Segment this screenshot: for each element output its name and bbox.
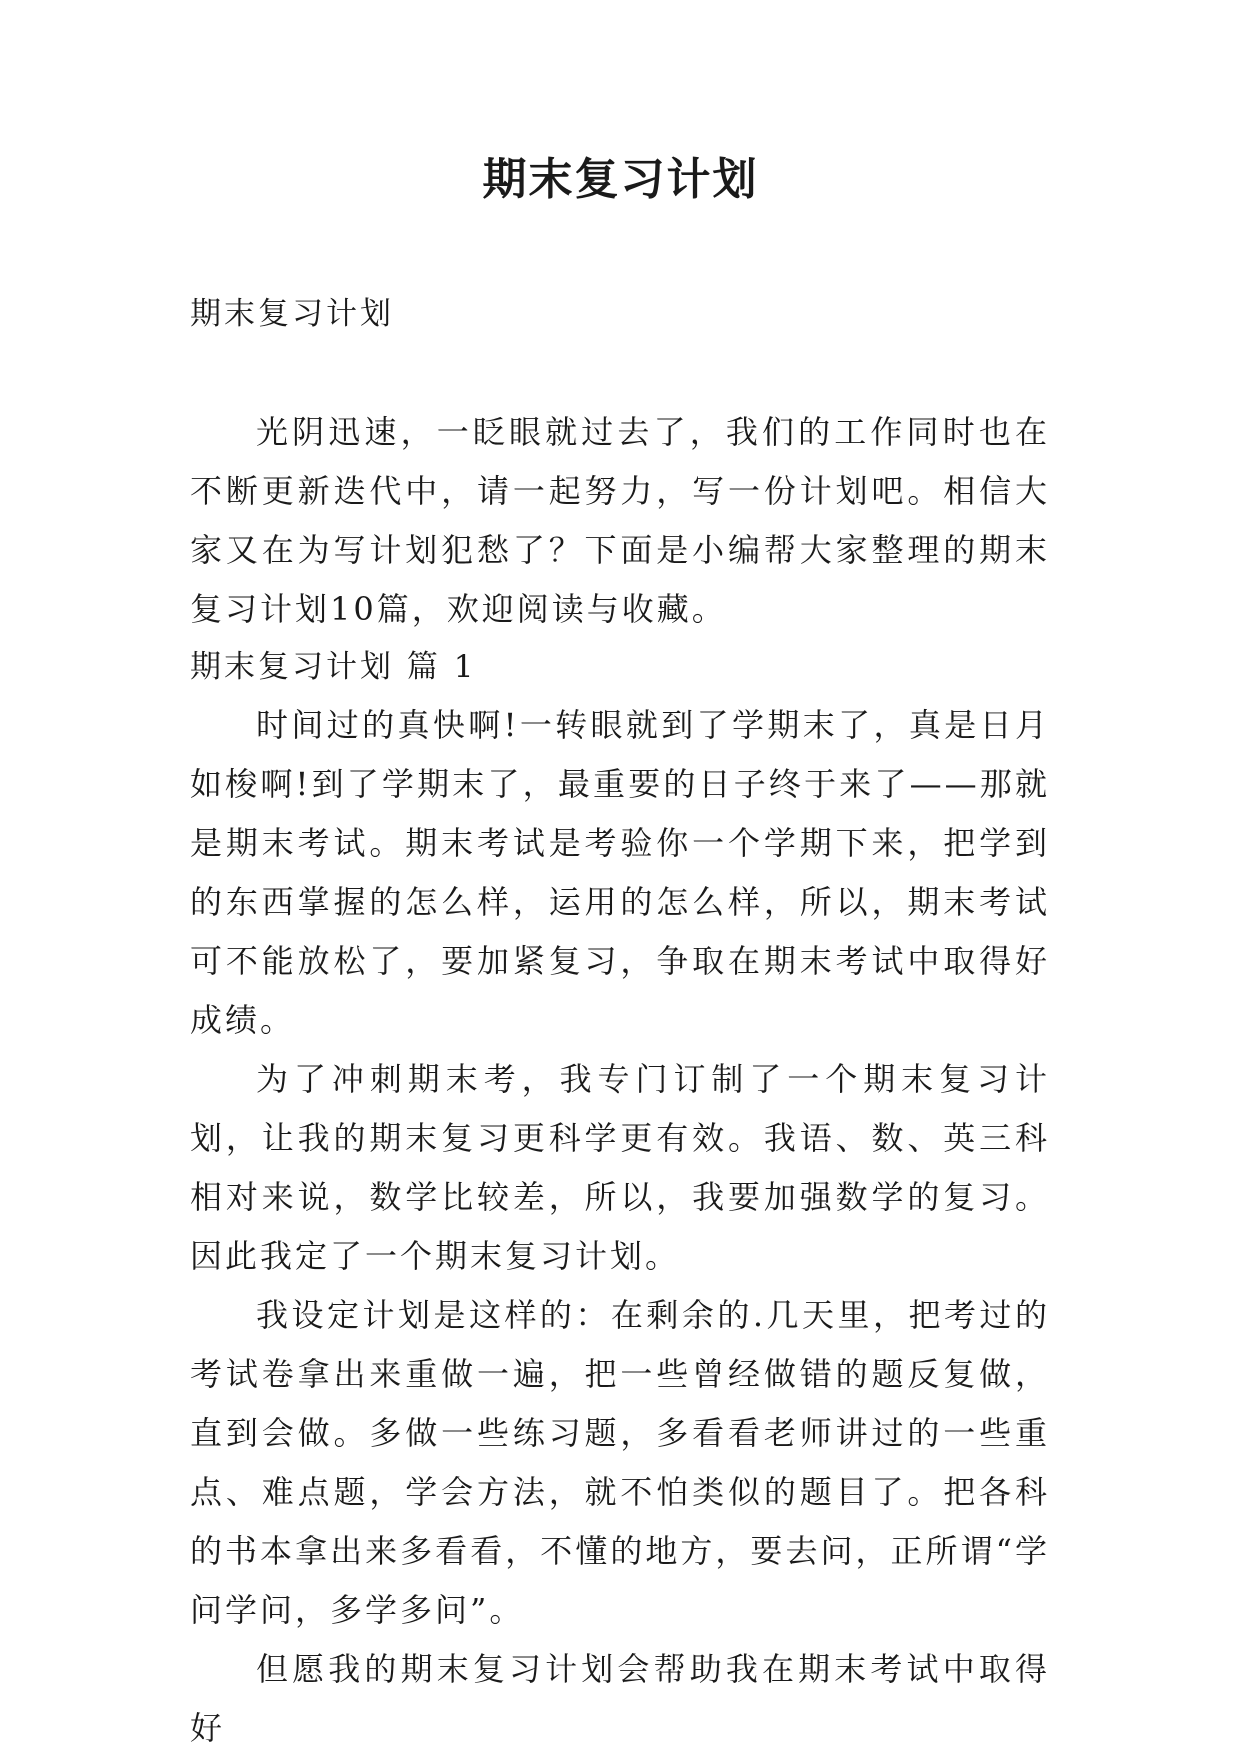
body-paragraph: 时间过的真快啊!一转眼就到了学期末了，真是日月如梭啊!到了学期末了，最重要的日子终于来了——那就是期末考试。期末考试是考验你一个学期下来，把学到的东西掌握的怎么样，运用的怎么样，所以，期末考试可不能放松了，要加紧复习，争取在期末考试中取得好成绩。 — [190, 706, 1050, 1039]
body-paragraph: 但愿我的期末复习计划会帮助我在期末考试中取得好 — [190, 1650, 1050, 1747]
document-body — [190, 285, 1050, 1758]
document-title: 期末复习计划 — [482, 154, 759, 205]
intro-paragraph: 光阴迅速，一眨眼就过去了，我们的工作同时也在不断更新迭代中，请一起努力，写一份计划吧。相信大家又在为写计划犯愁了？下面是小编帮大家整理的期末复习计划10篇，欢迎阅读与收藏。 — [190, 413, 1050, 628]
section-heading: 期末复习计划 篇 1 — [190, 649, 477, 685]
document-subtitle: 期末复习计划 — [190, 296, 394, 332]
body-paragraph: 我设定计划是这样的：在剩余的.几天里，把考过的考试卷拿出来重做一遍，把一些曾经做错的题反复做，直到会做。多做一些练习题，多看看老师讲过的一些重点、难点题，学会方法，就不怕类似的题目了。把各科的书本拿出来多看看，不懂的地方，要去问，正所谓“学问学问，多学多问”。 — [190, 1296, 1050, 1629]
body-paragraph: 为了冲刺期末考，我专门订制了一个期末复习计划，让我的期末复习更科学更有效。我语、数、英三科相对来说，数学比较差，所以，我要加强数学的复习。因此我定了一个期末复习计划。 — [190, 1060, 1050, 1275]
